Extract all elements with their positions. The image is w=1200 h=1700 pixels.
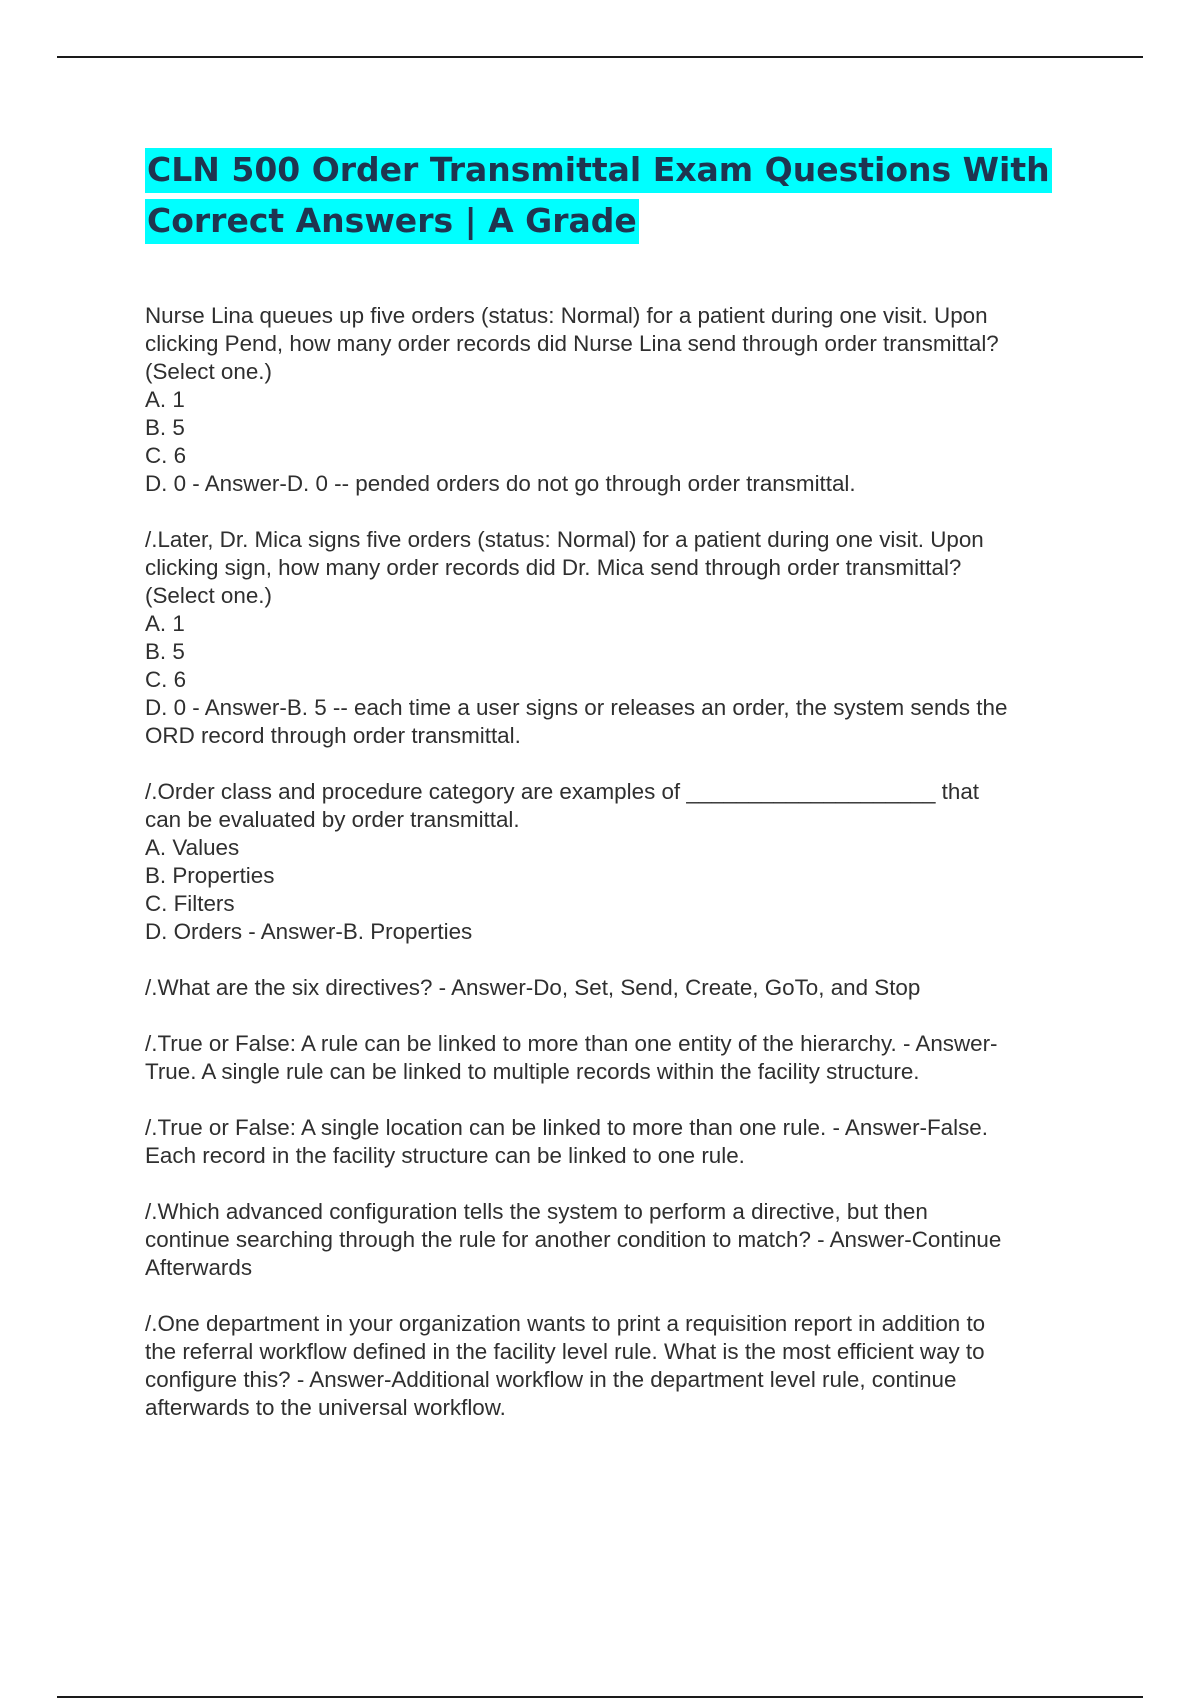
question-line: C. 6 (145, 667, 187, 692)
header-rule (57, 56, 1143, 58)
question-line: D. 0 - Answer-D. 0 -- pended orders do not go through order transmittal. (145, 471, 856, 496)
question-block (145, 778, 1085, 946)
question-line: configure this? - Answer-Additional workflow in the department level rule, continue (145, 1367, 957, 1392)
footer-rule (57, 1696, 1143, 1698)
question-block (145, 526, 1085, 750)
title-line: CLN 500 Order Transmittal Exam Questions With (147, 150, 1050, 189)
title-highlight (145, 148, 1052, 244)
question-line: /.Order class and procedure category are examples of ____________________ that (145, 779, 979, 804)
question-line: (Select one.) (145, 359, 272, 384)
question-line: ORD record through order transmittal. (145, 723, 521, 748)
question-line: D. 0 - Answer-B. 5 -- each time a user signs or releases an order, the system sends the (145, 695, 1008, 720)
question-line: B. 5 (145, 639, 185, 664)
question-line: (Select one.) (145, 583, 272, 608)
question-line: Each record in the facility structure can be linked to one rule. (145, 1143, 745, 1168)
title-line: Correct Answers | A Grade (147, 201, 637, 240)
question-line: afterwards to the universal workflow. (145, 1395, 506, 1420)
question-line: /.Later, Dr. Mica signs five orders (status: Normal) for a patient during one visit. Upon (145, 527, 984, 552)
question-line: B. 5 (145, 415, 185, 440)
question-block (145, 1198, 1085, 1282)
question-block (145, 974, 1085, 1002)
question-line: clicking sign, how many order records did Dr. Mica send through order transmittal? (145, 555, 962, 580)
question-line: A. 1 (145, 611, 185, 636)
question-line: Afterwards (145, 1255, 253, 1280)
question-line: can be evaluated by order transmittal. (145, 807, 520, 832)
question-line: A. Values (145, 835, 240, 860)
question-line: /.True or False: A rule can be linked to more than one entity of the hierarchy. - Answer- (145, 1031, 998, 1056)
question-line: True. A single rule can be linked to multiple records within the facility structure. (145, 1059, 920, 1084)
document-body (145, 144, 1085, 1450)
question-block (145, 302, 1085, 498)
question-line: Nurse Lina queues up five orders (status: Normal) for a patient during one visit. Upon (145, 303, 988, 328)
question-line: clicking Pend, how many order records did Nurse Lina send through order transmittal? (145, 331, 999, 356)
question-line: continue searching through the rule for another condition to match? - Answer-Continue (145, 1227, 1002, 1252)
question-block (145, 1030, 1085, 1086)
document-title (145, 144, 1085, 246)
question-line: /.True or False: A single location can be linked to more than one rule. - Answer-False. (145, 1115, 988, 1140)
question-line: /.Which advanced configuration tells the system to perform a directive, but then (145, 1199, 928, 1224)
question-line: the referral workflow defined in the facility level rule. What is the most efficient way to (145, 1339, 985, 1364)
question-line: B. Properties (145, 863, 275, 888)
question-line: /.One department in your organization wants to print a requisition report in addition to (145, 1311, 986, 1336)
question-line: C. Filters (145, 891, 235, 916)
question-list (145, 302, 1085, 1422)
question-line: C. 6 (145, 443, 187, 468)
question-block (145, 1310, 1085, 1422)
question-line: D. Orders - Answer-B. Properties (145, 919, 473, 944)
question-line: A. 1 (145, 387, 185, 412)
question-block (145, 1114, 1085, 1170)
question-line: /.What are the six directives? - Answer-Do, Set, Send, Create, GoTo, and Stop (145, 975, 921, 1000)
